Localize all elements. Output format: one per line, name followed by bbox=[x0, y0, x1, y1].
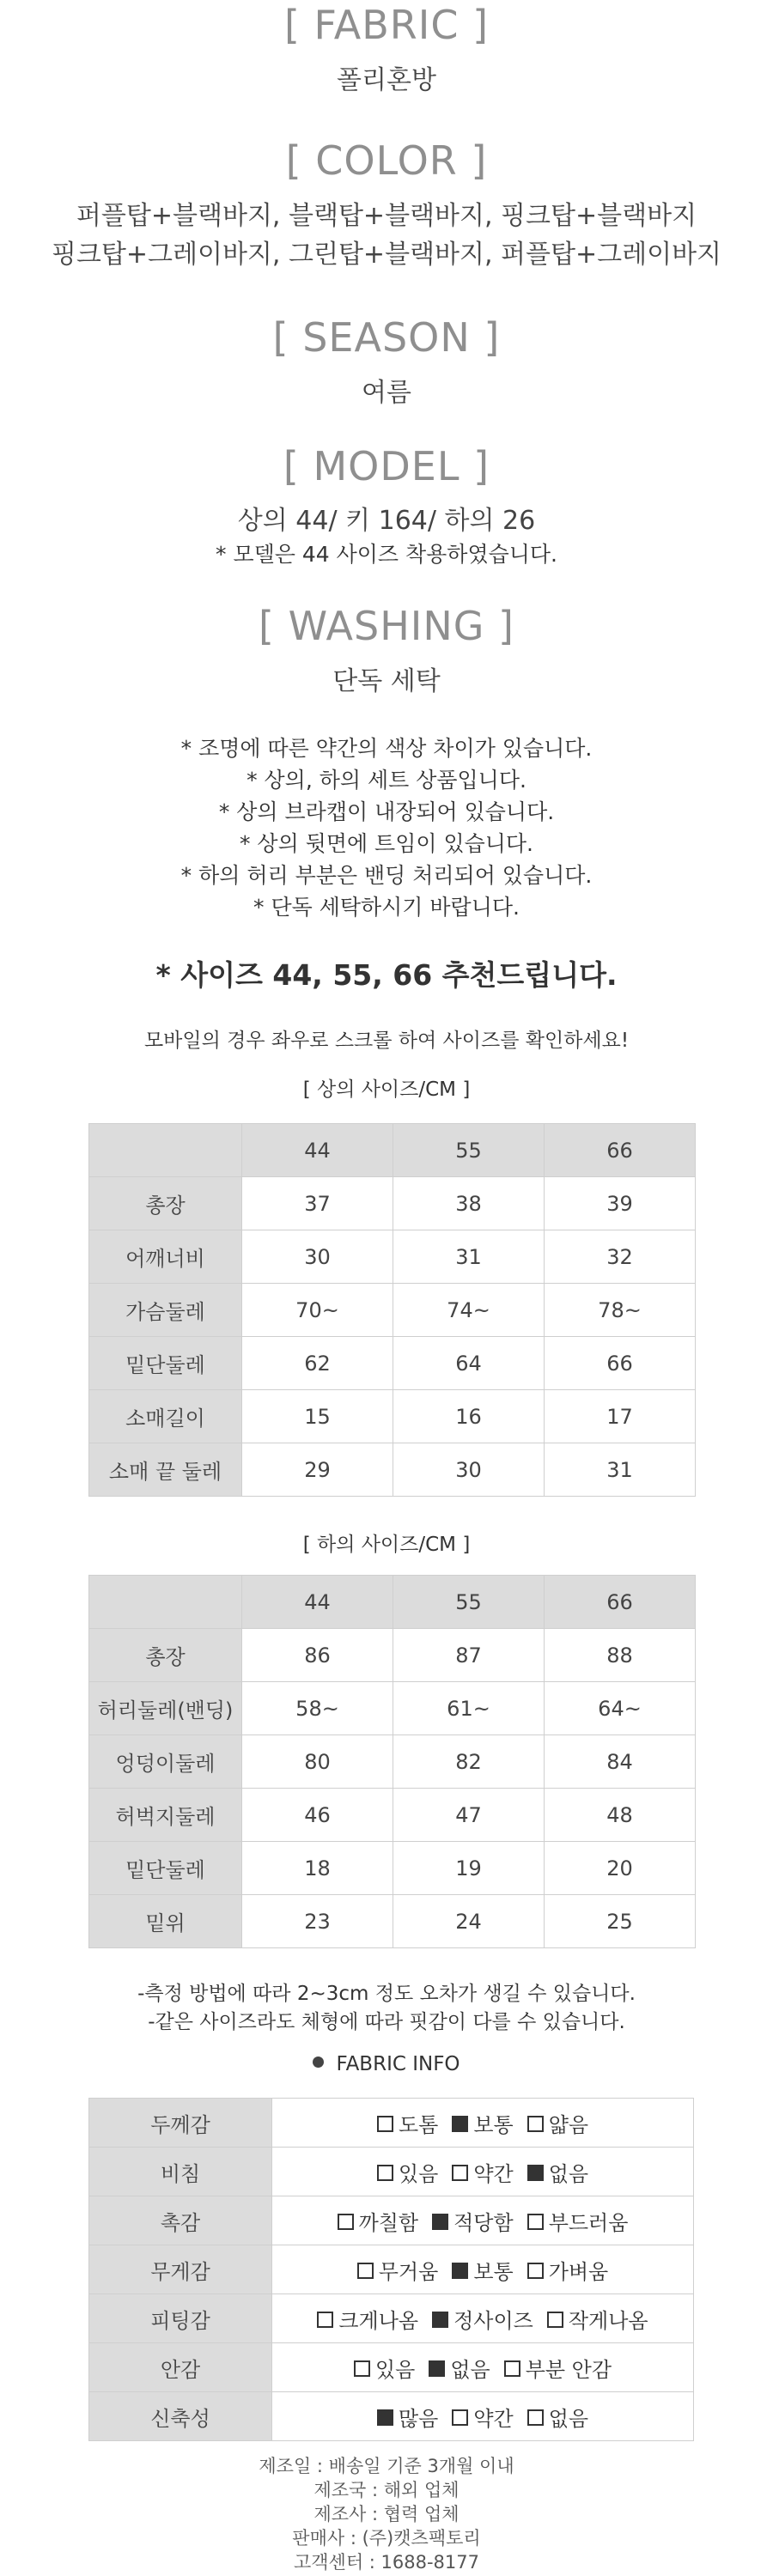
table-cell: 86 bbox=[242, 1629, 393, 1682]
fabric-info-options bbox=[272, 2099, 694, 2148]
row-label: 밑단둘레 bbox=[89, 1842, 242, 1895]
fabric-info-row bbox=[89, 2245, 694, 2294]
table-cell: 74~ bbox=[393, 1284, 545, 1337]
table-row bbox=[89, 1629, 696, 1682]
fabric-option-label: 부분 안감 bbox=[525, 2357, 612, 2382]
fabric-option bbox=[354, 2353, 415, 2383]
size-header-cell: 55 bbox=[393, 1124, 545, 1177]
fabric-info-row bbox=[89, 2343, 694, 2392]
fabric-option-label: 약간 bbox=[473, 2406, 514, 2431]
unchecked-box-icon bbox=[452, 2165, 468, 2181]
table-cell: 70~ bbox=[242, 1284, 393, 1337]
fabric-info-row bbox=[89, 2099, 694, 2148]
table-cell: 24 bbox=[393, 1895, 545, 1948]
mobile-scroll-note: 모바일의 경우 좌우로 스크롤 하여 사이즈를 확인하세요! bbox=[143, 1030, 630, 1052]
row-label: 허리둘레(밴딩) bbox=[89, 1682, 242, 1735]
model-title: [ MODEL ] bbox=[283, 443, 490, 489]
table-cell: 58~ bbox=[242, 1682, 393, 1735]
fabric-option bbox=[432, 2206, 514, 2236]
table-cell: 61~ bbox=[393, 1682, 545, 1735]
fabric-info-row bbox=[89, 2392, 694, 2441]
fabric-info-label: 신축성 bbox=[89, 2392, 272, 2441]
table-cell: 29 bbox=[242, 1443, 393, 1497]
table-cell: 18 bbox=[242, 1842, 393, 1895]
fabric-option-label: 보통 bbox=[473, 2259, 514, 2284]
unchecked-box-icon bbox=[377, 2165, 393, 2181]
table-row bbox=[89, 1682, 696, 1735]
table-row bbox=[89, 1443, 696, 1497]
fabric-option bbox=[452, 2108, 513, 2138]
table-row bbox=[89, 1390, 696, 1443]
fabric-info-heading bbox=[0, 2053, 773, 2075]
table-cell: 87 bbox=[393, 1629, 545, 1682]
table-row bbox=[89, 1789, 696, 1842]
fabric-option bbox=[452, 2255, 513, 2285]
fabric-info-options bbox=[272, 2196, 694, 2245]
note-line: * 상의, 하의 세트 상품입니다. bbox=[247, 768, 526, 793]
fabric-option bbox=[338, 2206, 419, 2236]
fabric-option-label: 까칠함 bbox=[358, 2210, 419, 2235]
table-cell: 64~ bbox=[545, 1682, 696, 1735]
fabric-info-row bbox=[89, 2148, 694, 2196]
note-line: * 하의 허리 부분은 밴딩 처리되어 있습니다. bbox=[180, 863, 593, 888]
fabric-option bbox=[452, 2402, 513, 2432]
footer-line: 제조일 : 배송일 기준 3개월 이내 bbox=[259, 2456, 514, 2476]
fabric-info-label: 두께감 bbox=[89, 2099, 272, 2148]
fabric-info-label: 안감 bbox=[89, 2343, 272, 2392]
fabric-option-label: 작게나옴 bbox=[568, 2308, 648, 2333]
fabric-option-label: 적당함 bbox=[453, 2210, 514, 2235]
table-cell: 88 bbox=[545, 1629, 696, 1682]
unchecked-box-icon bbox=[527, 2409, 544, 2426]
table-cell: 80 bbox=[242, 1735, 393, 1789]
fabric-info-options bbox=[272, 2294, 694, 2343]
bottom-size-table-title: [ 하의 사이즈/CM ] bbox=[302, 1534, 471, 1556]
fabric-option-label: 있음 bbox=[374, 2357, 416, 2382]
checked-box-icon bbox=[432, 2214, 448, 2230]
table-cell: 62 bbox=[242, 1337, 393, 1390]
table-cell: 38 bbox=[393, 1177, 545, 1230]
washing-title: [ WASHING ] bbox=[259, 603, 514, 649]
fabric-info-table bbox=[88, 2098, 694, 2441]
table-cell: 39 bbox=[545, 1177, 696, 1230]
table-row bbox=[89, 1230, 696, 1284]
size-header-cell: 66 bbox=[545, 1124, 696, 1177]
fabric-option bbox=[432, 2304, 533, 2334]
table-row bbox=[89, 1177, 696, 1230]
table-cell: 82 bbox=[393, 1735, 545, 1789]
fabric-option-label: 있음 bbox=[398, 2161, 439, 2186]
table-cell: 20 bbox=[545, 1842, 696, 1895]
fabric-option bbox=[527, 2157, 588, 2187]
checked-box-icon bbox=[452, 2263, 468, 2279]
table-row bbox=[89, 1842, 696, 1895]
bottom-size-table bbox=[88, 1575, 696, 1948]
top-size-table-title: [ 상의 사이즈/CM ] bbox=[302, 1078, 471, 1101]
fabric-option bbox=[547, 2304, 648, 2334]
size-header-cell: 44 bbox=[242, 1576, 393, 1629]
table-cell: 31 bbox=[393, 1230, 545, 1284]
fabric-info-label: 비침 bbox=[89, 2148, 272, 2196]
table-cell: 19 bbox=[393, 1842, 545, 1895]
fabric-info-row bbox=[89, 2294, 694, 2343]
fabric-option bbox=[527, 2255, 609, 2285]
table-cell: 17 bbox=[545, 1390, 696, 1443]
color-line-1: 퍼플탑+블랙바지, 블랙탑+블랙바지, 핑크탑+블랙바지 bbox=[76, 201, 697, 231]
model-value: 상의 44/ 키 164/ 하의 26 bbox=[237, 506, 536, 536]
fabric-info-label: 무게감 bbox=[89, 2245, 272, 2294]
top-size-table bbox=[88, 1123, 696, 1497]
fabric-info-title: FABRIC INFO bbox=[336, 2053, 460, 2075]
washing-value: 단독 세탁 bbox=[332, 666, 441, 696]
table-cell: 30 bbox=[393, 1443, 545, 1497]
table-cell: 23 bbox=[242, 1895, 393, 1948]
fabric-option-label: 크게나옴 bbox=[338, 2308, 419, 2333]
row-label: 가슴둘레 bbox=[89, 1284, 242, 1337]
footer-line: 판매사 : (주)캣츠팩토리 bbox=[292, 2528, 481, 2549]
checked-box-icon bbox=[377, 2409, 393, 2426]
fabric-option-label: 정사이즈 bbox=[453, 2308, 533, 2333]
fabric-option bbox=[377, 2108, 438, 2138]
row-label: 총장 bbox=[89, 1629, 242, 1682]
fabric-option-label: 얇음 bbox=[548, 2112, 589, 2137]
checked-box-icon bbox=[452, 2116, 468, 2132]
unchecked-box-icon bbox=[527, 2263, 544, 2279]
fabric-option-label: 도톰 bbox=[398, 2112, 439, 2137]
row-label: 밑단둘레 bbox=[89, 1337, 242, 1390]
fabric-option bbox=[527, 2206, 629, 2236]
unchecked-box-icon bbox=[317, 2312, 333, 2328]
table-row bbox=[89, 1337, 696, 1390]
table-cell: 46 bbox=[242, 1789, 393, 1842]
table-corner-cell bbox=[89, 1576, 242, 1629]
checked-box-icon bbox=[527, 2165, 544, 2181]
table-cell: 47 bbox=[393, 1789, 545, 1842]
fabric-value: 폴리혼방 bbox=[337, 65, 436, 95]
fabric-option bbox=[452, 2157, 513, 2187]
size-header-cell: 44 bbox=[242, 1124, 393, 1177]
table-cell: 15 bbox=[242, 1390, 393, 1443]
note-line: * 단독 세탁하시기 바랍니다. bbox=[253, 895, 520, 920]
unchecked-box-icon bbox=[527, 2214, 544, 2230]
fabric-title: [ FABRIC ] bbox=[283, 2, 490, 48]
row-label: 엉덩이둘레 bbox=[89, 1735, 242, 1789]
color-line-2: 핑크탑+그레이바지, 그린탑+블랙바지, 퍼플탑+그레이바지 bbox=[51, 240, 722, 270]
unchecked-box-icon bbox=[452, 2409, 468, 2426]
color-title: [ COLOR ] bbox=[285, 137, 488, 184]
note-line: * 조명에 따른 약간의 색상 차이가 있습니다. bbox=[180, 736, 593, 761]
row-label: 밑위 bbox=[89, 1895, 242, 1948]
note-line: * 상의 뒷면에 트임이 있습니다. bbox=[239, 831, 534, 856]
fabric-option-label: 부드러움 bbox=[548, 2210, 629, 2235]
table-cell: 64 bbox=[393, 1337, 545, 1390]
fabric-option bbox=[317, 2304, 418, 2334]
row-label: 허벅지둘레 bbox=[89, 1789, 242, 1842]
table-cell: 30 bbox=[242, 1230, 393, 1284]
unchecked-box-icon bbox=[338, 2214, 354, 2230]
table-cell: 16 bbox=[393, 1390, 545, 1443]
row-label: 총장 bbox=[89, 1177, 242, 1230]
table-cell: 78~ bbox=[545, 1284, 696, 1337]
table-row bbox=[89, 1735, 696, 1789]
unchecked-box-icon bbox=[527, 2116, 544, 2132]
table-cell: 48 bbox=[545, 1789, 696, 1842]
table-cell: 25 bbox=[545, 1895, 696, 1948]
fabric-option-label: 약간 bbox=[473, 2161, 514, 2186]
fabric-info-options bbox=[272, 2343, 694, 2392]
table-cell: 37 bbox=[242, 1177, 393, 1230]
model-note: * 모델은 44 사이즈 착용하였습니다. bbox=[216, 542, 557, 567]
size-header-cell: 55 bbox=[393, 1576, 545, 1629]
fabric-option bbox=[527, 2402, 588, 2432]
fabric-option-label: 없음 bbox=[450, 2357, 490, 2382]
fabric-option bbox=[377, 2402, 438, 2432]
season-value: 여름 bbox=[362, 378, 411, 408]
measure-note: -같은 사이즈라도 체형에 따라 핏감이 다를 수 있습니다. bbox=[148, 2011, 625, 2033]
fabric-option bbox=[504, 2353, 612, 2383]
footer-line: 제조국 : 해외 업체 bbox=[313, 2480, 460, 2500]
unchecked-box-icon bbox=[354, 2360, 370, 2377]
fabric-info-label: 촉감 bbox=[89, 2196, 272, 2245]
fabric-option bbox=[429, 2353, 490, 2383]
table-cell: 66 bbox=[545, 1337, 696, 1390]
row-label: 어깨너비 bbox=[89, 1230, 242, 1284]
fabric-option-label: 많음 bbox=[398, 2406, 439, 2431]
footer-line: 제조사 : 협력 업체 bbox=[313, 2504, 460, 2524]
table-cell: 32 bbox=[545, 1230, 696, 1284]
fabric-info-options bbox=[272, 2148, 694, 2196]
size-header-cell: 66 bbox=[545, 1576, 696, 1629]
fabric-option-label: 없음 bbox=[548, 2161, 589, 2186]
table-row bbox=[89, 1284, 696, 1337]
unchecked-box-icon bbox=[357, 2263, 374, 2279]
checked-box-icon bbox=[432, 2312, 448, 2328]
fabric-info-row bbox=[89, 2196, 694, 2245]
fabric-option-label: 가벼움 bbox=[548, 2259, 609, 2284]
table-header-row bbox=[89, 1124, 696, 1177]
table-row bbox=[89, 1895, 696, 1948]
fabric-info-options bbox=[272, 2245, 694, 2294]
fabric-option bbox=[527, 2108, 588, 2138]
size-recommendation: * 사이즈 44, 55, 66 추천드립니다. bbox=[155, 958, 618, 992]
fabric-option-label: 무거움 bbox=[378, 2259, 439, 2284]
fabric-option bbox=[377, 2157, 438, 2187]
unchecked-box-icon bbox=[504, 2360, 520, 2377]
fabric-option-label: 보통 bbox=[473, 2112, 514, 2137]
table-corner-cell bbox=[89, 1124, 242, 1177]
fabric-info-label: 피팅감 bbox=[89, 2294, 272, 2343]
note-line: * 상의 브라캡이 내장되어 있습니다. bbox=[218, 799, 555, 824]
fabric-option-label: 없음 bbox=[548, 2406, 589, 2431]
table-header-row bbox=[89, 1576, 696, 1629]
bullet-icon bbox=[313, 2057, 324, 2068]
footer-line: 고객센터 : 1688-8177 bbox=[293, 2552, 480, 2573]
table-cell: 31 bbox=[545, 1443, 696, 1497]
measure-note: -측정 방법에 따라 2~3cm 정도 오차가 생길 수 있습니다. bbox=[137, 1983, 636, 2005]
fabric-info-options bbox=[272, 2392, 694, 2441]
fabric-option bbox=[357, 2255, 439, 2285]
checked-box-icon bbox=[429, 2360, 445, 2377]
table-cell: 84 bbox=[545, 1735, 696, 1789]
row-label: 소매 끝 둘레 bbox=[89, 1443, 242, 1497]
unchecked-box-icon bbox=[547, 2312, 563, 2328]
season-title: [ SEASON ] bbox=[272, 314, 501, 361]
row-label: 소매길이 bbox=[89, 1390, 242, 1443]
unchecked-box-icon bbox=[377, 2116, 393, 2132]
